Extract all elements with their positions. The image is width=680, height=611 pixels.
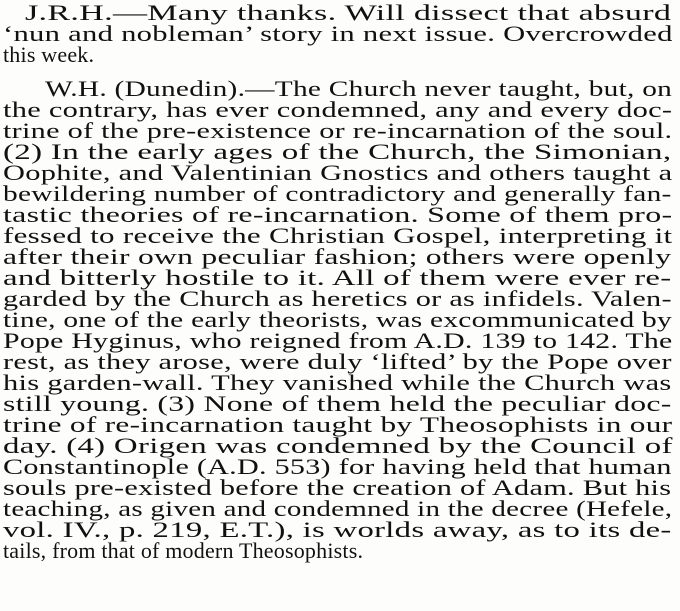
text-line: fessed to receive the Christian Gospel, interpreting it <box>3 223 673 248</box>
text-line: the contrary, has ever condemned, any and every doc- <box>3 97 673 122</box>
text-line: vol. IV., p. 219, E.T.), is worlds away, as to its de- <box>3 517 672 542</box>
text-line: rest, as they arose, were duly ‘lifted’ by the Pope over <box>3 349 672 374</box>
text-line: Constantinople (A.D. 553) for having held that human <box>3 454 672 479</box>
text-line: garded by the Church as heretics or as infidels. Valen- <box>3 286 672 311</box>
text-line: J.R.H.—Many thanks. Will dissect that absurd <box>25 0 672 25</box>
text-line: teaching, as given and condemned in the decree (Hefele, <box>3 496 673 521</box>
text-line: (2) In the early ages of the Church, the Simonian, <box>3 139 672 164</box>
text-line: tine, one of the early theorists, was excommunicated by <box>3 307 672 332</box>
text-line: Oophite, and Valentinian Gnostics and others taught a <box>3 160 673 185</box>
text-line: this week. <box>3 42 95 67</box>
text-line: trine of the pre-existence or re-incarnation of the soul. <box>3 118 673 143</box>
text-line: after their own peculiar fashion; others were openly <box>3 244 672 269</box>
text-line: still young. (3) None of them held the peculiar doc- <box>3 391 672 416</box>
text-line: trine of re-incarnation taught by Theosophists in our <box>3 412 673 437</box>
text-line: tails, from that of modern Theosophists. <box>3 538 364 563</box>
text-line: tastic theories of re-incarnation. Some of them pro- <box>3 202 673 227</box>
text-line: W.H. (Dunedin).—The Church never taught, but, on <box>45 76 673 101</box>
text-line: ‘nun and nobleman’ story in next issue. Overcrowded <box>3 21 673 46</box>
text-line: and bitterly hostile to it. All of them were ever re- <box>3 265 672 290</box>
text-line: his garden-wall. They vanished while the Church was <box>3 370 672 395</box>
text-line: souls pre-existed before the creation of Adam. But his <box>3 475 672 500</box>
text-line: day. (4) Origen was condemned by the Council of <box>3 433 673 458</box>
text-line: bewildering number of contradictory and generally fan- <box>3 181 672 206</box>
text-line: Pope Hyginus, who reigned from A.D. 139 to 142. The <box>3 328 673 353</box>
